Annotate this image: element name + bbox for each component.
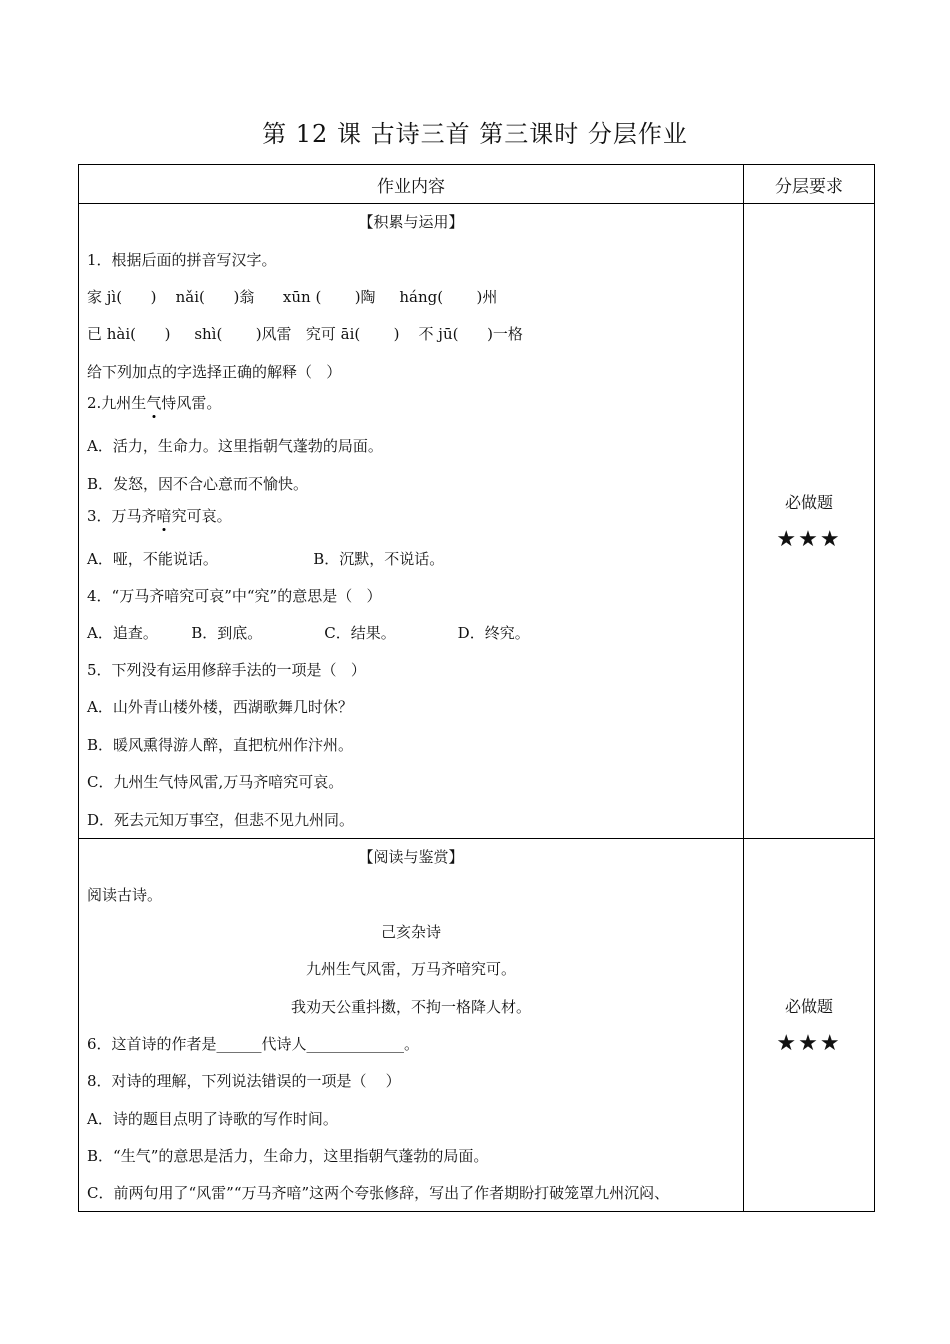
section-heading: 【积累与运用】 <box>358 213 464 231</box>
header-requirement: 分层要求 <box>744 165 875 204</box>
question-5: 5．下列没有运用修辞手法的一项是（ ） <box>87 661 366 679</box>
dotted-char: 气 <box>146 394 162 412</box>
options-3: A．哑，不能说话。 B．沉默，不说话。 <box>87 550 445 568</box>
option-8c: C．前两句用了“风雷”“万马齐喑”这两个夸张修辞，写出了作者期盼打破笼罩九州沉闷、 <box>87 1184 670 1202</box>
question-1: 1．根据后面的拼音写汉字。 <box>87 251 277 269</box>
question-3-suffix: 究可哀。 <box>171 507 232 525</box>
option-5b: B．暖风熏得游人醉，直把杭州作汴州。 <box>87 736 354 754</box>
star-rating: ★★★ <box>776 1031 842 1056</box>
section-reading-row <box>79 839 875 1212</box>
section-accumulation-row <box>79 204 875 839</box>
option-5a: A．山外青山楼外楼，西湖歌舞几时休？ <box>87 698 353 716</box>
pinyin-row-2: 已 hài( ) shì( )风雷 究可 āi( ) 不 jū( )一格 <box>87 325 523 343</box>
star-rating: ★★★ <box>776 527 842 552</box>
poem-line-2: 我劝天公重抖擞，不拘一格降人材。 <box>290 998 531 1016</box>
instruction: 给下列加点的字选择正确的解释（ ） <box>87 363 342 381</box>
question-4: 4．“万马齐喑究可哀”中“究”的意思是（ ） <box>87 587 382 605</box>
question-2 <box>87 393 221 413</box>
header-content: 作业内容 <box>79 165 744 204</box>
reading-intro: 阅读古诗。 <box>87 886 163 904</box>
option-2b: B．发怒，因不合心意而不愉快。 <box>87 475 309 493</box>
poem-title: 己亥杂诗 <box>380 923 441 941</box>
options-4: A．追查。 B．到底。 C．结果。 D．终究。 <box>87 624 530 642</box>
requirement-label: 必做题 <box>784 997 833 1016</box>
table-header-row <box>79 165 875 204</box>
section-reading-requirement <box>744 839 875 1212</box>
option-2a: A．活力，生命力。这里指朝气蓬勃的局面。 <box>87 437 383 455</box>
option-8b: B．“生气”的意思是活力，生命力，这里指朝气蓬勃的局面。 <box>87 1147 489 1165</box>
homework-table <box>78 164 875 1212</box>
poem-line-1: 九州生气风雷，万马齐喑究可。 <box>305 960 516 978</box>
question-2-prefix: 2.九州生 <box>87 394 147 412</box>
section-reading-content <box>79 839 744 1212</box>
pinyin-row-1: 家 jì( ) nǎi( )翁 xūn ( )陶 háng( )州 <box>87 288 498 306</box>
question-2-suffix: 恃风雷。 <box>161 394 222 412</box>
section-accumulation-requirement <box>744 204 875 839</box>
question-6: 6．这首诗的作者是______代诗人_____________。 <box>87 1035 420 1053</box>
section-heading: 【阅读与鉴赏】 <box>358 848 464 866</box>
requirement-label: 必做题 <box>784 493 833 512</box>
section-accumulation-content <box>79 204 744 839</box>
option-5c: C．九州生气恃风雷,万马齐喑究可哀。 <box>87 773 344 791</box>
dotted-char: 喑 <box>156 507 172 525</box>
page-title: 第 12 课 古诗三首 第三课时 分层作业 <box>262 120 688 148</box>
option-8a: A．诗的题目点明了诗歌的写作时间。 <box>87 1110 338 1128</box>
question-8: 8．对诗的理解，下列说法错误的一项是（ ） <box>87 1072 401 1090</box>
question-3-prefix: 3．万马齐 <box>87 507 157 525</box>
option-5d: D．死去元知万事空，但悲不见九州同。 <box>87 811 355 829</box>
question-3 <box>87 506 232 526</box>
